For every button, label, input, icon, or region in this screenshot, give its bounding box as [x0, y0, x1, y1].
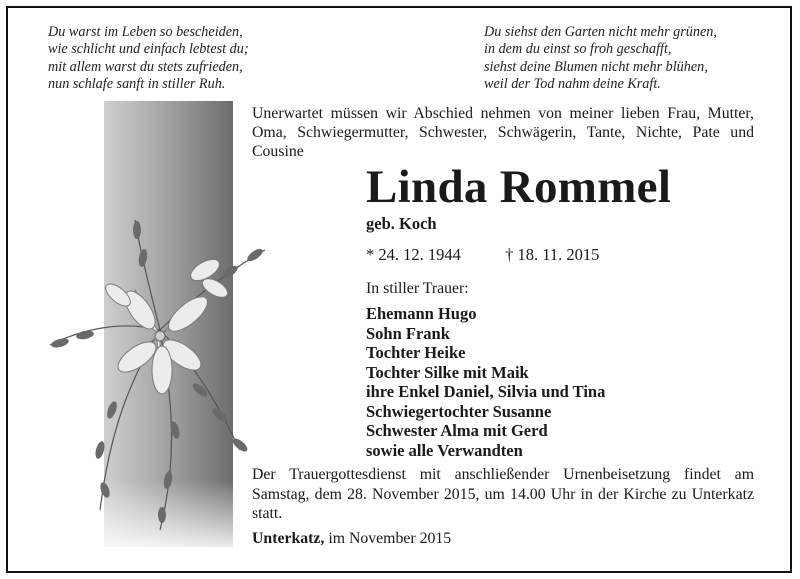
poem-right-line: in dem du einst so froh geschafft, — [484, 41, 672, 58]
mourner: ihre Enkel Daniel, Silvia und Tina — [366, 382, 606, 401]
life-dates — [366, 245, 599, 265]
poem-right-line: weil der Tod nahm deine Kraft. — [484, 75, 661, 92]
mourner: Tochter Heike — [366, 343, 466, 362]
poem-left-line: wie schlicht und einfach lebtest du; — [48, 41, 249, 58]
flower-bouquet-icon — [40, 210, 280, 540]
poem-left-line: Du warst im Leben so bescheiden, — [48, 24, 243, 40]
mourners-list — [366, 304, 605, 460]
poem-left-line: nun schlafe sanft in stiller Ruh. — [48, 75, 226, 92]
mourner: sowie alle Verwandten — [366, 440, 523, 460]
maiden-name: geb. Koch — [366, 214, 437, 233]
footer-place: Unterkatz, — [252, 530, 325, 547]
mourner: Tochter Silke mit Maik — [366, 362, 529, 382]
footer-date: im November 2015 — [324, 530, 452, 547]
service-text: Der Trauergottesdienst mit anschließender Urnenbeisetzung findet am Samstag, dem 28. November 2015, um 14.00 Uhr in der Kirche zu Unterkatz statt. — [252, 466, 754, 522]
deceased-name: Linda Rommel — [366, 161, 672, 213]
intro-text: Unerwartet müssen wir Abschied nehmen von meiner lieben Frau, Mutter, Oma, Schwiegermutter, Schwester, Schwägerin, Tante, Nichte, Pate und Cousine — [252, 105, 754, 160]
poem-left-line: mit allem warst du stets zufrieden, — [48, 58, 243, 75]
mourner: Ehemann Hugo — [366, 304, 477, 323]
poem-right — [484, 24, 784, 93]
death-date: † 18. 11. 2015 — [505, 245, 600, 264]
poem-right-line: Du siehst den Garten nicht mehr grünen, — [484, 24, 717, 40]
mourner: Sohn Frank — [366, 323, 450, 343]
birth-date: * 24. 12. 1944 — [366, 245, 461, 264]
poem-left — [48, 24, 348, 93]
mourner: Schwester Alma mit Gerd — [366, 421, 548, 440]
mourning-label: In stiller Trauer: — [366, 280, 469, 297]
mourner: Schwiegertochter Susanne — [366, 401, 552, 421]
footer-line — [252, 530, 451, 548]
poem-right-line: siehst deine Blumen nicht mehr blühen, — [484, 58, 708, 75]
